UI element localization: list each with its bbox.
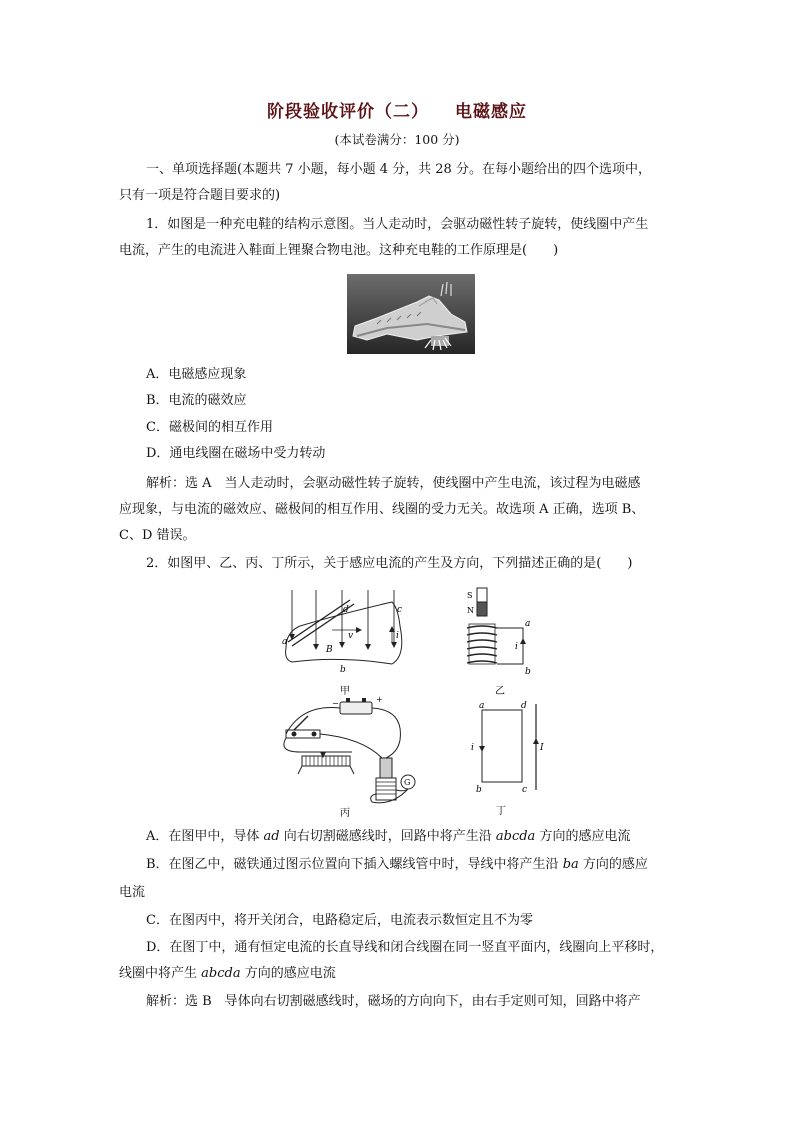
ding-label-d: d xyxy=(521,701,527,711)
ding-label-c: c xyxy=(522,785,528,795)
q1-option-b: B．电流的磁效应 xyxy=(146,393,247,408)
yi-label-b: b xyxy=(525,667,531,677)
jia-label-b: b xyxy=(340,665,346,675)
section-heading-line1: 一、单项选择题(本题共 7 小题，每小题 4 分，共 28 分。在每小题给出的四个选项中， xyxy=(146,162,651,177)
title-sub: 电磁感应 xyxy=(455,102,527,122)
jia-label-c: c xyxy=(397,605,403,615)
charging-shoe-figure xyxy=(347,274,475,354)
bing-label-minus: − xyxy=(332,699,339,708)
q2-option-b-line2: 电流 xyxy=(119,885,146,900)
section-heading-line2: 只有一项是符合题目要求的) xyxy=(119,188,281,203)
figure-yi xyxy=(455,584,545,699)
page-title xyxy=(0,97,794,122)
q2-analysis: 解析：选 B 导体向右切割磁感线时，磁场的方向向下，由右手定则可知，回路中将产 xyxy=(146,994,641,1009)
q1-stem-line1: 1．如图是一种充电鞋的结构示意图。当人走动时，会驱动磁性转子旋转，使线圈中产生 xyxy=(146,217,649,232)
caption-bing: 丙 xyxy=(340,808,350,819)
yi-label-i: i xyxy=(515,642,518,652)
figure-jia xyxy=(270,586,420,698)
title-main: 阶段验收评价（二） xyxy=(267,102,429,122)
jia-label-B: B xyxy=(326,645,333,655)
figure-bing xyxy=(272,694,422,820)
ding-label-b: b xyxy=(476,785,482,795)
ding-label-a: a xyxy=(479,701,485,711)
score-note: (本试卷满分：100 分) xyxy=(334,132,460,147)
q1-option-d: D．通电线圈在磁场中受力转动 xyxy=(146,446,326,461)
q2-option-d-line1: D．在图丁中，通有恒定电流的长直导线和闭合线圈在同一竖直平面内，线圈向上平移时， xyxy=(146,940,664,955)
q2-stem: 2．如图甲、乙、丙、丁所示，关于感应电流的产生及方向，下列描述正确的是( ) xyxy=(146,556,633,571)
q1-analysis-line3: C、D 错误。 xyxy=(119,528,196,543)
jia-label-d: d xyxy=(343,605,349,615)
q1-stem-line2: 电流，产生的电流进入鞋面上锂聚合物电池。这种充电鞋的工作原理是( ) xyxy=(119,243,559,258)
q1-analysis-line1: 解析：选 A 当人走动时，会驱动磁性转子旋转，使线圈中产生电流，该过程为电磁感 xyxy=(146,476,641,491)
q1-option-c: C．磁极间的相互作用 xyxy=(146,420,273,435)
caption-jia: 甲 xyxy=(340,686,350,697)
bing-label-plus: + xyxy=(376,695,383,704)
caption-yi: 乙 xyxy=(495,686,505,697)
jia-label-i: i xyxy=(396,631,399,641)
q2-option-c: C．在图丙中，将开关闭合，电路稳定后，电流表示数恒定且不为零 xyxy=(146,913,533,928)
q1-option-a: A．电磁感应现象 xyxy=(146,367,247,382)
caption-ding: 丁 xyxy=(496,806,506,817)
q1-analysis-line2: 应现象，与电流的磁效应、磁极间的相互作用、线圈的受力无关。故选项 A 正确，选项 B、 xyxy=(119,502,645,517)
bing-label-G: G xyxy=(404,778,411,787)
figure-ding xyxy=(470,700,550,818)
yi-label-S: S xyxy=(467,591,473,600)
yi-label-a: a xyxy=(525,619,531,629)
ding-label-I: I xyxy=(540,743,544,753)
q2-option-a: A．在图甲中，导体 ad 向右切割磁感线时，回路中将产生沿 abcda 方向的感应电流 xyxy=(146,829,631,844)
jia-label-v: v xyxy=(348,631,354,641)
ding-label-i: i xyxy=(471,743,474,753)
q2-option-d-line2: 线圈中将产生 abcda 方向的感应电流 xyxy=(119,966,336,981)
yi-label-N: N xyxy=(467,606,474,615)
jia-label-a: a xyxy=(282,637,288,647)
q2-option-b-line1: B．在图乙中，磁铁通过图示位置向下插入螺线管中时，导线中将产生沿 ba 方向的感应 xyxy=(146,857,648,872)
